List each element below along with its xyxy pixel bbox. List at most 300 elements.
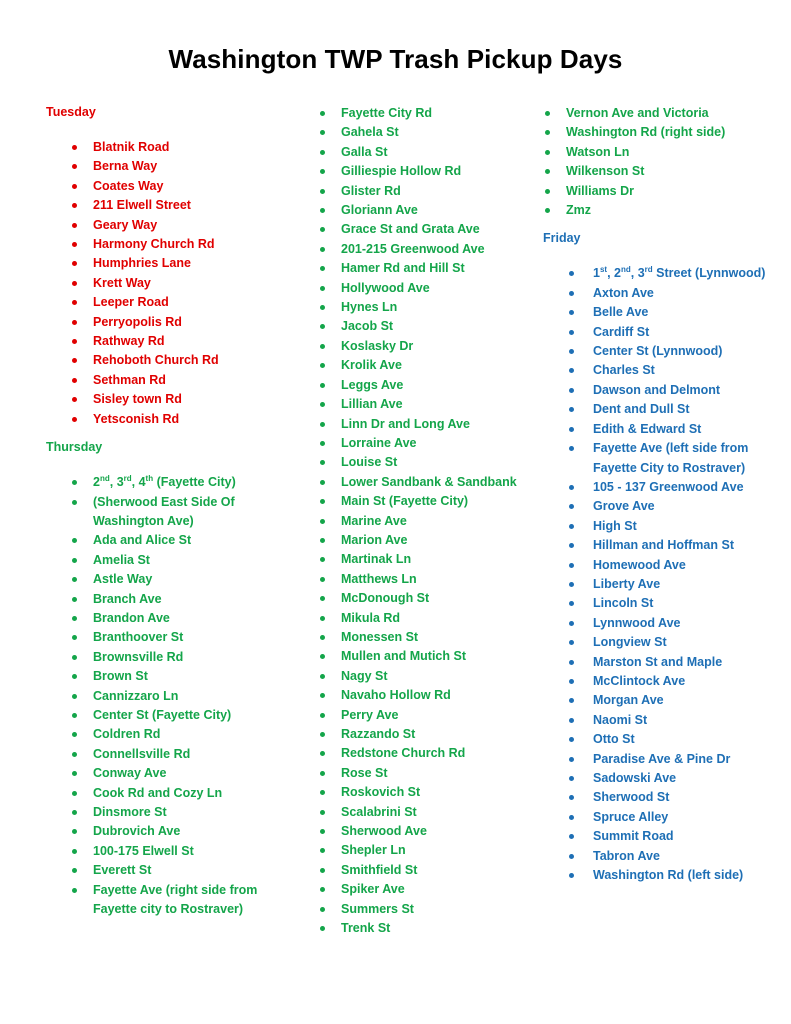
bullet-icon	[569, 330, 574, 335]
list-item	[543, 123, 783, 142]
list-item	[318, 162, 533, 181]
street-name: Astle Way	[93, 572, 153, 587]
bullet-icon	[320, 266, 325, 271]
bullet-icon	[72, 145, 77, 150]
list-item	[318, 356, 533, 375]
street-name: Marston St and Maple	[593, 654, 723, 669]
list-item	[543, 730, 783, 749]
bullet-icon	[320, 829, 325, 834]
list-item	[543, 827, 783, 846]
street-name: 100-175 Elwell St	[93, 843, 194, 858]
list-item	[318, 104, 533, 123]
list-item	[46, 216, 286, 235]
list-item	[318, 259, 533, 278]
street-name: High St	[593, 518, 637, 533]
bullet-icon	[72, 694, 77, 699]
bullet-icon	[72, 752, 77, 757]
street-name: Fayette Ave (right side from Fayette city to Rostraver)	[93, 882, 258, 917]
list-item	[46, 822, 286, 841]
bullet-icon	[72, 281, 77, 286]
list-item	[543, 381, 783, 400]
bullet-icon	[72, 500, 77, 505]
street-name: Redstone Church Rd	[341, 746, 466, 761]
bullet-icon	[72, 829, 77, 834]
thursday-heading: Thursday	[46, 440, 103, 455]
list-item	[543, 594, 783, 613]
street-name: Williams Dr	[566, 183, 634, 198]
street-name: Krett Way	[93, 275, 151, 290]
street-name: Leggs Ave	[341, 377, 404, 392]
list-item	[46, 725, 286, 744]
list-item	[318, 589, 533, 608]
list-item	[318, 783, 533, 802]
bullet-icon	[72, 558, 77, 563]
list-item	[46, 745, 286, 764]
bullet-icon	[72, 184, 77, 189]
bullet-icon	[72, 417, 77, 422]
street-name: Edith & Edward St	[593, 421, 702, 436]
list-item	[46, 803, 286, 822]
list-item	[543, 201, 783, 220]
list-item	[318, 123, 533, 142]
bullet-icon	[320, 286, 325, 291]
list-item	[543, 439, 783, 478]
list-item	[46, 293, 286, 312]
street-name: Axton Ave	[593, 285, 654, 300]
street-name: Trenk St	[341, 921, 391, 936]
bullet-icon	[72, 713, 77, 718]
street-name: Hynes Ln	[341, 300, 398, 315]
list-item	[46, 861, 286, 880]
bullet-icon	[320, 305, 325, 310]
list-item	[46, 881, 286, 920]
list-item	[543, 104, 783, 123]
list-item	[318, 453, 533, 472]
list-item	[46, 784, 286, 803]
street-name: Main St (Fayette City)	[341, 494, 469, 509]
bullet-icon	[320, 887, 325, 892]
street-name: Harmony Church Rd	[93, 237, 215, 252]
bullet-icon	[72, 849, 77, 854]
list-item	[46, 842, 286, 861]
street-name: Koslasky Dr	[341, 338, 414, 353]
street-name: Blatnik Road	[93, 140, 170, 154]
street-name: Cannizzaro Ln	[93, 688, 179, 703]
street-name: Gahela St	[341, 125, 399, 140]
street-name: Galla St	[341, 144, 388, 159]
street-name: Everett St	[93, 863, 152, 878]
street-name: Leeper Road	[93, 295, 169, 310]
list-item	[46, 371, 286, 390]
street-name: Wilkenson St	[566, 164, 645, 179]
street-name: Grace St and Grata Ave	[341, 222, 480, 237]
bullet-icon	[569, 834, 574, 839]
street-name: Perryopolis Rd	[93, 314, 182, 329]
list-item	[543, 788, 783, 807]
list-item	[318, 492, 533, 511]
bullet-icon	[320, 441, 325, 446]
street-name: Razzando St	[341, 727, 416, 741]
list-item	[318, 900, 533, 919]
bullet-icon	[320, 635, 325, 640]
list-item	[46, 706, 286, 725]
street-name: Mullen and Mutich St	[341, 649, 466, 664]
list-item	[46, 493, 286, 532]
bullet-icon	[72, 771, 77, 776]
street-name: Dent and Dull St	[593, 402, 690, 417]
street-name: Spiker Ave	[341, 882, 405, 897]
street-name: Lincoln St	[593, 596, 654, 611]
street-name: Naomi St	[593, 712, 648, 727]
bullet-icon	[72, 577, 77, 582]
list-item	[318, 744, 533, 763]
list-item	[46, 570, 286, 589]
bullet-icon	[320, 499, 325, 504]
bullet-icon	[320, 616, 325, 621]
street-name: Brandon Ave	[93, 610, 170, 625]
street-name: Lillian Ave	[341, 397, 403, 412]
bullet-icon	[320, 247, 325, 252]
list-item	[46, 274, 286, 293]
bullet-icon	[72, 397, 77, 402]
bullet-icon	[72, 655, 77, 660]
street-name: Rose St	[341, 765, 388, 780]
list-item	[543, 614, 783, 633]
list-item	[46, 313, 286, 332]
street-name: Ada and Alice St	[93, 533, 192, 548]
street-name: Paradise Ave & Pine Dr	[593, 751, 731, 766]
bullet-icon	[72, 164, 77, 169]
bullet-icon	[569, 660, 574, 665]
bullet-icon	[72, 320, 77, 325]
bullet-icon	[545, 111, 550, 116]
list-item	[543, 750, 783, 769]
bullet-icon	[320, 344, 325, 349]
list-item	[46, 138, 286, 157]
bullet-icon	[569, 504, 574, 509]
bullet-icon	[569, 582, 574, 587]
street-name: Grove Ave	[593, 499, 655, 514]
list-item	[543, 653, 783, 672]
street-name: McDonough St	[341, 591, 430, 606]
list-item	[46, 235, 286, 254]
list-item	[543, 556, 783, 575]
bullet-icon	[320, 926, 325, 931]
street-name: Summers St	[341, 901, 414, 916]
street-name: Sadowski Ave	[593, 771, 677, 785]
bullet-icon	[72, 378, 77, 383]
list-item	[318, 298, 533, 317]
street-name: Coldren Rd	[93, 727, 161, 742]
street-name: Rehoboth Church Rd	[93, 353, 219, 368]
list-item	[543, 808, 783, 827]
bullet-icon	[72, 242, 77, 247]
bullet-icon	[569, 427, 574, 432]
street-name: Spruce Alley	[593, 809, 669, 824]
bullet-icon	[569, 368, 574, 373]
street-name: Gilliespie Hollow Rd	[341, 164, 462, 179]
list-item	[46, 687, 286, 706]
bullet-icon	[545, 150, 550, 155]
street-name: Humphries Lane	[93, 256, 191, 271]
bullet-icon	[72, 635, 77, 640]
list-item	[543, 536, 783, 555]
list-item	[318, 531, 533, 550]
bullet-icon	[72, 339, 77, 344]
list-item	[318, 764, 533, 783]
list-item	[318, 919, 533, 938]
list-item	[318, 220, 533, 239]
list-item	[543, 162, 783, 181]
street-name: Hollywood Ave	[341, 280, 430, 295]
list-item	[318, 317, 533, 336]
bullet-icon	[320, 654, 325, 659]
street-name: Charles St	[593, 363, 655, 378]
street-name: Jacob St	[341, 319, 394, 334]
street-name: Sherwood Ave	[341, 824, 427, 839]
list-item	[46, 254, 286, 273]
list-item	[46, 332, 286, 351]
list-item	[543, 866, 783, 885]
street-name: Yetsconish Rd	[93, 411, 180, 426]
list-item	[318, 473, 533, 492]
bullet-icon	[569, 621, 574, 626]
bullet-icon	[569, 543, 574, 548]
bullet-icon	[320, 596, 325, 601]
street-name: Summit Road	[593, 829, 674, 844]
list-item: 1st, 2nd, 3rd Street (Lynnwood)	[543, 264, 783, 283]
bullet-icon	[320, 402, 325, 407]
list-item	[46, 410, 286, 429]
bullet-icon	[320, 577, 325, 582]
list-item	[318, 337, 533, 356]
list-item	[543, 284, 783, 303]
bullet-icon	[320, 557, 325, 562]
bullet-icon	[569, 446, 574, 451]
street-name: Navaho Hollow Rd	[341, 688, 451, 703]
bullet-icon	[569, 388, 574, 393]
street-name: Marine Ave	[341, 513, 407, 528]
bullet-icon	[545, 169, 550, 174]
street-name: Zmz	[566, 203, 591, 218]
bullet-icon	[320, 169, 325, 174]
list-item	[543, 847, 783, 866]
list-item	[318, 861, 533, 880]
bullet-icon	[320, 538, 325, 543]
street-name: Liberty Ave	[593, 576, 661, 591]
column-3	[543, 104, 783, 885]
street-name: Coates Way	[93, 178, 164, 193]
street-name: Brown St	[93, 669, 148, 684]
bullet-icon	[72, 791, 77, 796]
bullet-icon	[72, 732, 77, 737]
street-name: Conway Ave	[93, 766, 167, 781]
tuesday-heading: Tuesday	[46, 105, 96, 119]
list-item	[543, 517, 783, 536]
list-item	[318, 609, 533, 628]
column-2	[318, 104, 533, 938]
page-title: Washington TWP Trash Pickup Days	[168, 44, 623, 74]
bullet-icon	[569, 718, 574, 723]
street-name: Cardiff St	[593, 324, 650, 339]
bullet-icon	[320, 674, 325, 679]
street-name: Branthoover St	[93, 630, 184, 645]
list-item	[543, 672, 783, 691]
bullet-icon	[569, 601, 574, 606]
street-name: Linn Dr and Long Ave	[341, 416, 470, 431]
bullet-icon	[320, 111, 325, 116]
street-name: Smithfield St	[341, 862, 418, 877]
list-item	[46, 390, 286, 409]
list-item	[318, 686, 533, 705]
street-name: Tabron Ave	[593, 848, 660, 863]
street-name: 211 Elwell Street	[93, 198, 191, 213]
thursday-list-col1	[46, 473, 286, 919]
bullet-icon	[569, 524, 574, 529]
bullet-icon	[569, 310, 574, 315]
bullet-icon	[320, 324, 325, 329]
list-item	[46, 667, 286, 686]
list-item	[318, 880, 533, 899]
bullet-icon	[320, 868, 325, 873]
street-name: Connellsville Rd	[93, 746, 191, 761]
friday-list	[543, 264, 783, 885]
street-name: Martinak Ln	[341, 552, 412, 567]
list-item	[318, 512, 533, 531]
bullet-icon	[569, 737, 574, 742]
street-name: Vernon Ave and Victoria	[566, 106, 709, 120]
bullet-icon	[320, 227, 325, 232]
bullet-icon	[320, 130, 325, 135]
bullet-icon	[569, 698, 574, 703]
bullet-icon	[320, 480, 325, 485]
bullet-icon	[320, 460, 325, 465]
thursday-list-col3	[543, 104, 783, 220]
list-item	[543, 478, 783, 497]
street-name: Geary Way	[93, 217, 158, 232]
list-item	[543, 711, 783, 730]
street-name: Sherwood St	[593, 790, 670, 805]
bullet-icon	[72, 538, 77, 543]
street-name: Fayette Ave (left side from Fayette City to Rostraver)	[593, 441, 749, 475]
bullet-icon	[72, 616, 77, 621]
street-name: Hamer Rd and Hill St	[341, 261, 465, 276]
list-item	[318, 706, 533, 725]
bullet-icon	[569, 679, 574, 684]
bullet-icon	[72, 223, 77, 228]
bullet-icon	[320, 848, 325, 853]
column-1	[46, 104, 286, 919]
street-name: Homewood Ave	[593, 557, 686, 572]
street-name: Lynnwood Ave	[593, 615, 681, 630]
list-item	[46, 551, 286, 570]
street-name: Berna Way	[93, 159, 158, 174]
list-item	[318, 570, 533, 589]
street-name: Matthews Ln	[341, 571, 417, 586]
street-name: Dawson and Delmont	[593, 382, 721, 397]
bullet-icon	[320, 422, 325, 427]
bullet-icon	[320, 907, 325, 912]
bullet-icon	[320, 693, 325, 698]
list-item	[318, 279, 533, 298]
list-item	[46, 648, 286, 667]
list-item	[318, 647, 533, 666]
list-item	[318, 841, 533, 860]
tuesday-list	[46, 138, 286, 429]
list-item	[318, 143, 533, 162]
street-name: 201-215 Greenwood Ave	[341, 241, 485, 256]
street-name: Longview St	[593, 635, 667, 650]
street-name: Watson Ln	[566, 144, 630, 159]
bullet-icon	[72, 868, 77, 873]
list-item	[318, 434, 533, 453]
bullet-icon	[72, 597, 77, 602]
bullet-icon	[72, 810, 77, 815]
list-item	[318, 240, 533, 259]
street-name: Gloriann Ave	[341, 203, 418, 218]
list-item	[318, 822, 533, 841]
street-name: Fayette City Rd	[341, 106, 432, 120]
street-name: Center St (Fayette City)	[93, 707, 232, 722]
street-name: Marion Ave	[341, 532, 408, 547]
bullet-icon	[72, 300, 77, 305]
street-name: 105 - 137 Greenwood Ave	[593, 479, 744, 494]
street-name: Shepler Ln	[341, 843, 406, 858]
bullet-icon	[320, 751, 325, 756]
bullet-icon	[320, 363, 325, 368]
street-name: Rathway Rd	[93, 334, 165, 349]
bullet-icon	[569, 795, 574, 800]
list-item	[543, 633, 783, 652]
bullet-icon	[320, 810, 325, 815]
bullet-icon	[569, 271, 574, 276]
street-name: Scalabrini St	[341, 804, 417, 819]
bullet-icon	[320, 732, 325, 737]
bullet-icon	[72, 674, 77, 679]
bullet-icon	[569, 776, 574, 781]
street-name: Nagy St	[341, 668, 388, 683]
list-item	[543, 361, 783, 380]
bullet-icon	[320, 208, 325, 213]
street-name: Lower Sandbank & Sandbank	[341, 474, 517, 489]
bullet-icon	[72, 480, 77, 485]
bullet-icon	[320, 189, 325, 194]
street-name: Krolik Ave	[341, 358, 402, 373]
bullet-icon	[320, 771, 325, 776]
street-name: Otto St	[593, 732, 635, 747]
list-item	[46, 764, 286, 783]
list-item	[318, 550, 533, 569]
street-name: Branch Ave	[93, 591, 162, 606]
friday-heading: Friday	[543, 231, 581, 246]
list-item	[318, 803, 533, 822]
list-item	[46, 177, 286, 196]
list-item	[318, 415, 533, 434]
bullet-icon	[72, 358, 77, 363]
bullet-icon	[569, 291, 574, 296]
list-item	[46, 590, 286, 609]
street-name: Lorraine Ave	[341, 435, 417, 450]
bullet-icon	[569, 563, 574, 568]
list-item	[318, 725, 533, 744]
street-name: Dubrovich Ave	[93, 824, 181, 839]
list-item	[46, 531, 286, 550]
bullet-icon	[545, 208, 550, 213]
list-item	[543, 342, 783, 361]
bullet-icon	[320, 383, 325, 388]
bullet-icon	[569, 407, 574, 412]
bullet-icon	[569, 854, 574, 859]
